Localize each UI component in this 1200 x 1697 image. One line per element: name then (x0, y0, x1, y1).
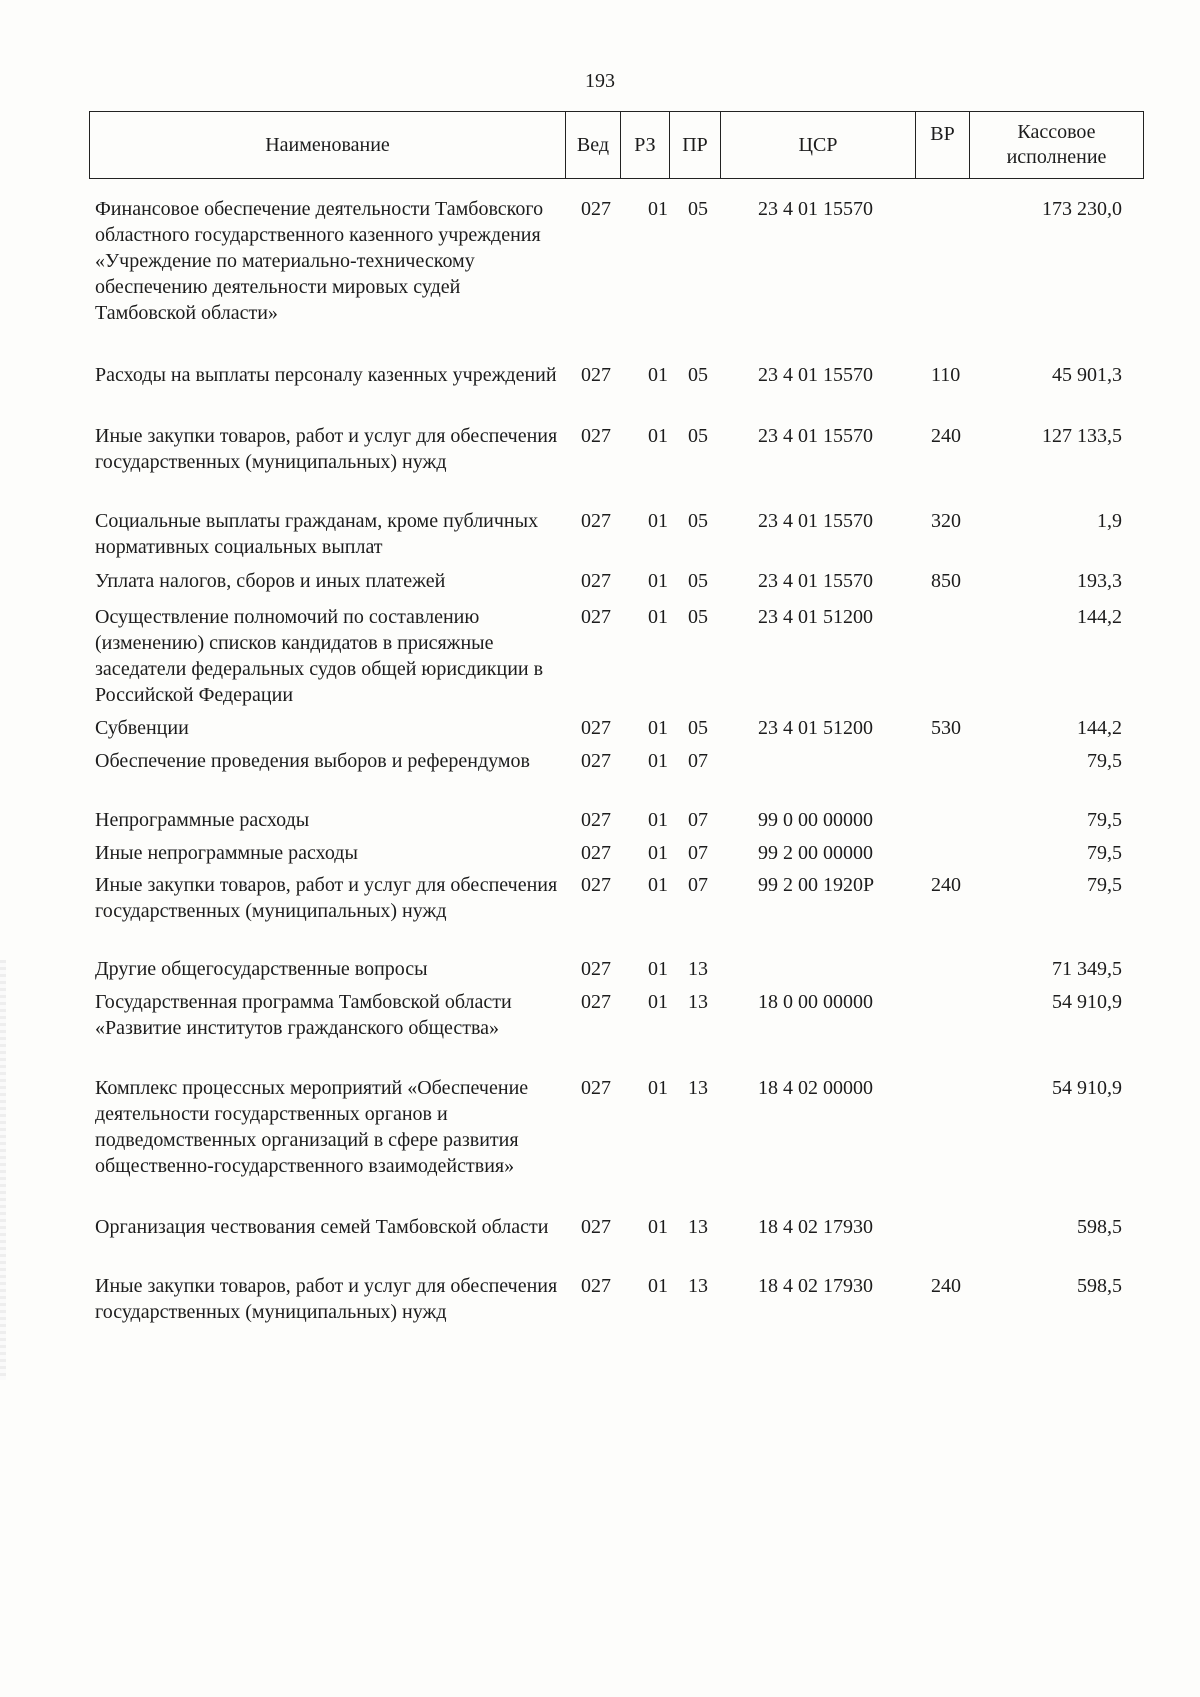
header-pr: ПР (669, 112, 720, 178)
row-pr: 05 (688, 510, 708, 532)
row-ved: 027 (581, 750, 611, 772)
row-csr: 99 2 00 1920Р (758, 874, 875, 896)
row-csr: 18 4 02 00000 (758, 1077, 873, 1099)
row-csr: 23 4 01 15570 (758, 198, 873, 220)
row-csr: 23 4 01 15570 (758, 364, 873, 386)
row-ved: 027 (581, 1216, 611, 1238)
row-csr: 23 4 01 15570 (758, 510, 873, 532)
row-vr: 530 (931, 717, 961, 739)
row-total: 79,5 (1087, 874, 1122, 896)
row-total: 79,5 (1087, 750, 1122, 772)
row-total: 173 230,0 (1042, 198, 1122, 220)
row-name: Уплата налогов, сборов и иных платежей (95, 570, 446, 592)
row-ved: 027 (581, 717, 611, 739)
row-pr: 13 (688, 991, 708, 1013)
row-name: Социальные выплаты гражданам, кроме публичных нормативных социальных выплат (95, 510, 539, 558)
row-rz: 01 (648, 842, 668, 864)
row-name: Осуществление полномочий по составлению (изменению) списков кандидатов в присяжные заседатели федеральных судов общей юрисдикции в Российской Федерации (95, 606, 544, 706)
page-number: 193 (585, 70, 615, 92)
row-rz: 01 (648, 874, 668, 896)
row-ved: 027 (581, 1077, 611, 1099)
row-name: Иные закупки товаров, работ и услуг для обеспечения государственных (муниципальных) нужд (95, 425, 558, 473)
row-name: Иные закупки товаров, работ и услуг для обеспечения государственных (муниципальных) нужд (95, 1275, 558, 1323)
row-rz: 01 (648, 809, 668, 831)
row-rz: 01 (648, 425, 668, 447)
row-csr: 99 0 00 00000 (758, 809, 873, 831)
row-csr: 23 4 01 51200 (758, 717, 873, 739)
row-csr: 99 2 00 00000 (758, 842, 873, 864)
row-csr: 18 4 02 17930 (758, 1216, 873, 1238)
row-ved: 027 (581, 570, 611, 592)
row-rz: 01 (648, 1077, 668, 1099)
row-name: Обеспечение проведения выборов и референдумов (95, 750, 530, 772)
row-rz: 01 (648, 958, 668, 980)
row-rz: 01 (648, 364, 668, 386)
row-name: Другие общегосударственные вопросы (95, 958, 428, 980)
row-ved: 027 (581, 364, 611, 386)
row-csr: 18 4 02 17930 (758, 1275, 873, 1297)
row-total: 71 349,5 (1052, 958, 1122, 980)
row-ved: 027 (581, 1275, 611, 1297)
row-total: 1,9 (1097, 510, 1122, 532)
row-name: Финансовое обеспечение деятельности Тамбовского областного государственного казенного учреждения «Учреждение по материально-техническому обеспечению деятельности мировых судей Тамбовской области» (95, 198, 544, 324)
row-name: Организация чествования семей Тамбовской области (95, 1216, 549, 1238)
row-rz: 01 (648, 570, 668, 592)
header-csr: ЦСР (720, 112, 915, 178)
row-total: 54 910,9 (1052, 1077, 1122, 1099)
row-vr: 110 (931, 364, 961, 386)
row-vr: 240 (931, 425, 961, 447)
row-vr: 320 (931, 510, 961, 532)
row-pr: 05 (688, 198, 708, 220)
row-name: Расходы на выплаты персоналу казенных учреждений (95, 364, 557, 386)
row-rz: 01 (648, 606, 668, 628)
row-ved: 027 (581, 510, 611, 532)
row-total: 54 910,9 (1052, 991, 1122, 1013)
row-ved: 027 (581, 842, 611, 864)
row-name: Государственная программа Тамбовской области «Развитие институтов гражданского общества» (95, 991, 512, 1039)
row-rz: 01 (648, 1275, 668, 1297)
row-rz: 01 (648, 1216, 668, 1238)
header-rz: РЗ (620, 112, 669, 178)
row-pr: 13 (688, 1216, 708, 1238)
row-total: 598,5 (1077, 1216, 1122, 1238)
row-pr: 07 (688, 750, 708, 772)
row-name: Субвенции (95, 717, 189, 739)
row-pr: 05 (688, 570, 708, 592)
row-ved: 027 (581, 991, 611, 1013)
row-csr: 18 0 00 00000 (758, 991, 873, 1013)
row-total: 127 133,5 (1042, 425, 1122, 447)
row-csr: 23 4 01 51200 (758, 606, 873, 628)
row-name: Комплекс процессных мероприятий «Обеспечение деятельности государственных органов и подведомственных организаций в сфере развития общественно-государственного взаимодействия» (95, 1077, 529, 1177)
row-pr: 13 (688, 1275, 708, 1297)
row-pr: 05 (688, 364, 708, 386)
header-name: Наименование (265, 133, 390, 156)
row-ved: 027 (581, 425, 611, 447)
header-vr: ВР (915, 112, 969, 178)
row-csr: 23 4 01 15570 (758, 570, 873, 592)
row-name: Иные закупки товаров, работ и услуг для обеспечения государственных (муниципальных) нужд (95, 874, 558, 922)
row-ved: 027 (581, 874, 611, 896)
row-pr: 13 (688, 958, 708, 980)
row-ved: 027 (581, 809, 611, 831)
row-pr: 05 (688, 717, 708, 739)
row-name: Непрограммные расходы (95, 809, 310, 831)
row-csr: 23 4 01 15570 (758, 425, 873, 447)
row-ved: 027 (581, 198, 611, 220)
row-total: 598,5 (1077, 1275, 1122, 1297)
row-pr: 05 (688, 606, 708, 628)
row-rz: 01 (648, 510, 668, 532)
row-vr: 240 (931, 1275, 961, 1297)
row-ved: 027 (581, 606, 611, 628)
row-total: 144,2 (1077, 717, 1122, 739)
row-pr: 13 (688, 1077, 708, 1099)
row-pr: 07 (688, 842, 708, 864)
row-total: 45 901,3 (1052, 364, 1122, 386)
header-total: Кассовое исполнение (969, 112, 1143, 178)
row-pr: 07 (688, 874, 708, 896)
row-rz: 01 (648, 717, 668, 739)
row-total: 144,2 (1077, 606, 1122, 628)
row-total: 79,5 (1087, 809, 1122, 831)
row-name: Иные непрограммные расходы (95, 842, 358, 864)
row-pr: 07 (688, 809, 708, 831)
row-total: 79,5 (1087, 842, 1122, 864)
row-rz: 01 (648, 991, 668, 1013)
row-rz: 01 (648, 750, 668, 772)
row-ved: 027 (581, 958, 611, 980)
row-total: 193,3 (1077, 570, 1122, 592)
scan-edge-artifact (0, 960, 6, 1380)
row-rz: 01 (648, 198, 668, 220)
row-vr: 240 (931, 874, 961, 896)
row-vr: 850 (931, 570, 961, 592)
header-ved: Вед (565, 112, 620, 178)
row-pr: 05 (688, 425, 708, 447)
